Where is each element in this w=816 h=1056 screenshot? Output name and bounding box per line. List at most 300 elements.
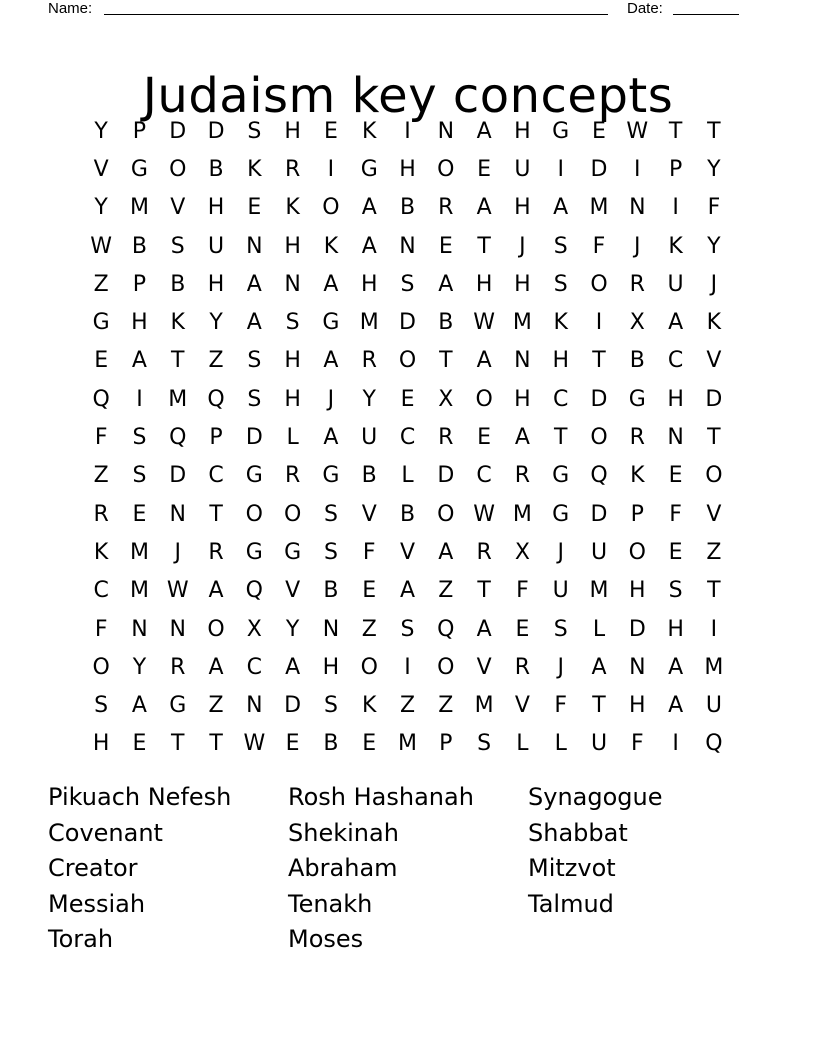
grid-letter: T bbox=[209, 501, 223, 527]
grid-letter: D bbox=[245, 425, 263, 451]
grid-letter: S bbox=[132, 463, 147, 489]
grid-letter: N bbox=[246, 693, 263, 719]
grid-letter: Q bbox=[207, 386, 225, 412]
grid-letter: F bbox=[94, 616, 108, 642]
grid-letter: L bbox=[401, 463, 414, 489]
grid-letter: V bbox=[476, 654, 492, 680]
grid-letter: G bbox=[552, 463, 570, 489]
grid-letter: A bbox=[131, 348, 147, 374]
grid-letter: O bbox=[398, 348, 417, 374]
grid-letter: Q bbox=[92, 386, 110, 412]
grid-letter: L bbox=[516, 731, 529, 757]
grid-letter: D bbox=[437, 463, 455, 489]
grid-letter: E bbox=[285, 731, 300, 757]
grid-letter: T bbox=[477, 578, 491, 604]
grid-letter: T bbox=[592, 348, 606, 374]
word-list-item: Shekinah bbox=[288, 818, 399, 847]
grid-letter: I bbox=[404, 118, 411, 144]
grid-letter: H bbox=[92, 731, 110, 757]
grid-letter: S bbox=[323, 501, 338, 527]
word-list-item: Creator bbox=[48, 854, 138, 883]
word-list-item: Rosh Hashanah bbox=[288, 783, 474, 811]
grid-letter: U bbox=[207, 233, 225, 259]
grid-letter: E bbox=[362, 731, 377, 757]
grid-letter: W bbox=[166, 578, 189, 604]
grid-letter: Z bbox=[361, 616, 377, 642]
grid-letter: G bbox=[360, 156, 378, 182]
grid-letter: M bbox=[474, 693, 494, 719]
date-label: Date: bbox=[627, 0, 663, 17]
grid-letter: H bbox=[399, 156, 416, 182]
grid-letter: I bbox=[672, 195, 679, 221]
grid-letter: Q bbox=[590, 463, 608, 489]
grid-letter: O bbox=[322, 195, 340, 221]
grid-letter: O bbox=[590, 425, 608, 451]
grid-letter: C bbox=[399, 425, 416, 451]
grid-letter: A bbox=[399, 578, 416, 604]
grid-letter: D bbox=[628, 616, 646, 642]
grid-letter: O bbox=[705, 463, 723, 489]
grid-letter: T bbox=[477, 233, 491, 259]
grid-letter: O bbox=[628, 539, 646, 565]
grid-letter: D bbox=[590, 501, 608, 527]
grid-letter: E bbox=[477, 425, 492, 451]
word-list-item: Synagogue bbox=[528, 783, 663, 811]
grid-letter: E bbox=[400, 386, 415, 412]
grid-letter: G bbox=[628, 386, 646, 412]
grid-letter: W bbox=[90, 233, 113, 259]
grid-letter: J bbox=[174, 539, 181, 565]
grid-letter: M bbox=[398, 731, 418, 757]
grid-letter: P bbox=[439, 731, 453, 757]
grid-letter: Y bbox=[285, 616, 300, 642]
grid-letter: F bbox=[516, 578, 529, 604]
grid-letter: H bbox=[514, 118, 531, 144]
grid-letter: Y bbox=[209, 310, 223, 336]
grid-letter: O bbox=[92, 654, 110, 680]
grid-letter: K bbox=[170, 310, 185, 336]
grid-letter: H bbox=[514, 271, 531, 297]
grid-letter: O bbox=[245, 501, 263, 527]
grid-letter: N bbox=[169, 616, 186, 642]
grid-letter: Q bbox=[245, 578, 263, 604]
grid-letter: C bbox=[93, 578, 109, 604]
grid-letter: R bbox=[208, 539, 224, 565]
word-list bbox=[48, 780, 768, 958]
grid-letter: P bbox=[132, 118, 147, 144]
grid-letter: A bbox=[438, 271, 454, 297]
grid-letter: K bbox=[362, 693, 377, 719]
name-blank-line bbox=[104, 0, 608, 15]
grid-letter: A bbox=[476, 616, 492, 642]
grid-letter: A bbox=[323, 348, 339, 374]
grid-letter: O bbox=[590, 271, 608, 297]
grid-letter: H bbox=[360, 271, 378, 297]
grid-letter: Z bbox=[438, 693, 454, 719]
grid-letter: O bbox=[360, 654, 378, 680]
grid-letter: R bbox=[361, 348, 377, 374]
grid-letter: N bbox=[169, 501, 186, 527]
grid-letter: H bbox=[629, 578, 646, 604]
grid-letter: A bbox=[246, 310, 262, 336]
grid-letter: E bbox=[438, 233, 453, 259]
grid-letter: A bbox=[591, 654, 607, 680]
grid-letter: V bbox=[93, 156, 109, 182]
grid-letter: S bbox=[247, 348, 262, 374]
grid-letter: I bbox=[672, 731, 679, 757]
grid-letter: I bbox=[710, 616, 718, 642]
grid-letter: T bbox=[668, 118, 683, 144]
grid-letter: N bbox=[322, 616, 340, 642]
grid-letter: B bbox=[361, 463, 377, 489]
word-list-item: Talmud bbox=[528, 889, 614, 918]
grid-letter: A bbox=[668, 310, 684, 336]
grid-letter: A bbox=[361, 233, 377, 259]
grid-letter: N bbox=[629, 195, 646, 221]
grid-letter: E bbox=[132, 501, 147, 527]
grid-letter: E bbox=[132, 731, 147, 757]
grid-letter: G bbox=[284, 539, 302, 565]
grid-letter: U bbox=[361, 425, 378, 451]
grid-letter: C bbox=[208, 463, 224, 489]
grid-letter: J bbox=[557, 654, 564, 680]
grid-letter: M bbox=[704, 654, 724, 680]
grid-letter: L bbox=[592, 616, 606, 642]
grid-letter: H bbox=[322, 654, 340, 680]
grid-letter: F bbox=[554, 693, 568, 719]
grid-letter: W bbox=[473, 310, 495, 336]
grid-letter: S bbox=[323, 693, 338, 719]
grid-letter: S bbox=[477, 731, 492, 757]
grid-letter: J bbox=[519, 233, 526, 259]
grid-letter: A bbox=[361, 195, 377, 221]
grid-letter: V bbox=[399, 539, 416, 565]
grid-letter: D bbox=[705, 386, 723, 412]
grid-letter: H bbox=[514, 386, 531, 412]
grid-letter: T bbox=[707, 118, 721, 144]
grid-letter: D bbox=[169, 463, 187, 489]
word-list-item: Messiah bbox=[48, 889, 146, 918]
grid-letter: H bbox=[667, 616, 684, 642]
word-list-item: Moses bbox=[288, 925, 364, 954]
grid-letter: S bbox=[553, 616, 568, 642]
word-list-item: Mitzvot bbox=[528, 854, 616, 883]
grid-letter: I bbox=[136, 386, 143, 412]
grid-letter: R bbox=[629, 271, 645, 297]
grid-letter: P bbox=[209, 425, 223, 451]
grid-letter: E bbox=[362, 578, 377, 604]
grid-letter: D bbox=[284, 693, 302, 719]
grid-letter: V bbox=[514, 693, 530, 719]
grid-letter: M bbox=[512, 501, 532, 527]
grid-letter: S bbox=[132, 425, 147, 451]
grid-letter: R bbox=[514, 654, 531, 680]
grid-letter: S bbox=[553, 233, 568, 259]
grid-letter: Z bbox=[93, 271, 109, 297]
grid-letter: N bbox=[246, 233, 263, 259]
grid-letter: K bbox=[323, 233, 339, 259]
grid-letter: O bbox=[169, 156, 187, 182]
grid-letter: Z bbox=[208, 348, 224, 374]
grid-letter: V bbox=[706, 501, 722, 527]
grid-letter: O bbox=[437, 654, 455, 680]
grid-letter: T bbox=[439, 348, 453, 374]
grid-letter: U bbox=[552, 578, 569, 604]
grid-letter: J bbox=[327, 386, 335, 412]
grid-letter: K bbox=[93, 539, 109, 565]
grid-letter: K bbox=[362, 118, 377, 144]
grid-letter: F bbox=[362, 539, 376, 565]
grid-letter: X bbox=[629, 310, 645, 336]
grid-letter: S bbox=[247, 386, 262, 412]
grid-letter: U bbox=[590, 731, 608, 757]
grid-letter: U bbox=[667, 271, 684, 297]
grid-letter: Z bbox=[706, 539, 722, 565]
grid-letter: V bbox=[170, 195, 186, 221]
grid-letter: B bbox=[323, 731, 339, 757]
grid-letter: W bbox=[243, 731, 266, 757]
word-list-item: Torah bbox=[48, 925, 114, 954]
grid-letter: M bbox=[589, 195, 609, 221]
grid-letter: O bbox=[437, 501, 455, 527]
grid-letter: A bbox=[668, 654, 684, 680]
letter-grid bbox=[82, 112, 733, 763]
grid-letter: K bbox=[553, 310, 568, 336]
grid-letter: T bbox=[707, 425, 721, 451]
grid-letter: A bbox=[131, 693, 147, 719]
grid-letter: G bbox=[245, 463, 263, 489]
grid-letter: Y bbox=[132, 654, 147, 680]
grid-letter: E bbox=[592, 118, 606, 144]
grid-letter: D bbox=[590, 156, 608, 182]
grid-letter: B bbox=[438, 310, 454, 336]
grid-letter: N bbox=[284, 271, 301, 297]
grid-letter: E bbox=[94, 348, 109, 374]
grid-letter: O bbox=[437, 156, 455, 182]
grid-letter: B bbox=[399, 195, 416, 221]
grid-letter: F bbox=[630, 731, 644, 757]
grid-letter: G bbox=[552, 118, 570, 144]
word-list-item: Tenakh bbox=[288, 889, 373, 918]
grid-letter: D bbox=[207, 118, 225, 144]
grid-letter: U bbox=[514, 156, 531, 182]
grid-letter: H bbox=[284, 233, 301, 259]
grid-letter: C bbox=[476, 463, 492, 489]
grid-letter: R bbox=[170, 654, 186, 680]
word-list-item: Covenant bbox=[48, 818, 163, 847]
grid-letter: G bbox=[322, 463, 340, 489]
grid-letter: H bbox=[284, 386, 301, 412]
grid-letter: R bbox=[284, 156, 301, 182]
grid-letter: E bbox=[323, 118, 338, 144]
grid-letter: A bbox=[285, 654, 301, 680]
grid-letter: Y bbox=[707, 156, 721, 182]
grid-letter: E bbox=[668, 463, 683, 489]
grid-letter: R bbox=[514, 463, 531, 489]
grid-letter: R bbox=[476, 539, 492, 565]
grid-letter: B bbox=[131, 233, 147, 259]
grid-letter: L bbox=[554, 731, 567, 757]
grid-letter: W bbox=[473, 501, 495, 527]
grid-letter: Y bbox=[94, 118, 108, 144]
grid-letter: E bbox=[247, 195, 262, 221]
name-label: Name: bbox=[48, 0, 93, 17]
grid-letter: Q bbox=[437, 616, 455, 642]
grid-letter: F bbox=[669, 501, 682, 527]
grid-letter: N bbox=[131, 616, 148, 642]
grid-letter: A bbox=[476, 195, 492, 221]
grid-letter: R bbox=[93, 501, 109, 527]
grid-letter: A bbox=[246, 271, 262, 297]
grid-letter: A bbox=[323, 271, 339, 297]
grid-letter: J bbox=[634, 233, 641, 259]
grid-letter: C bbox=[246, 654, 263, 680]
grid-letter: E bbox=[477, 156, 492, 182]
grid-letter: X bbox=[514, 539, 530, 565]
grid-letter: H bbox=[131, 310, 148, 336]
grid-letter: T bbox=[553, 425, 568, 451]
grid-letter: H bbox=[629, 693, 646, 719]
grid-letter: B bbox=[629, 348, 645, 374]
grid-letter: P bbox=[132, 271, 147, 297]
grid-letter: M bbox=[129, 539, 149, 565]
grid-letter: S bbox=[553, 271, 568, 297]
grid-letter: V bbox=[285, 578, 301, 604]
grid-letter: H bbox=[475, 271, 493, 297]
grid-letter: H bbox=[284, 348, 301, 374]
grid-letter: G bbox=[322, 310, 340, 336]
grid-letter: C bbox=[553, 386, 569, 412]
grid-letter: N bbox=[514, 348, 531, 374]
grid-letter: I bbox=[327, 156, 335, 182]
grid-letter: C bbox=[667, 348, 684, 374]
grid-letter: A bbox=[323, 425, 339, 451]
grid-letter: S bbox=[323, 539, 338, 565]
grid-letter: E bbox=[668, 539, 683, 565]
grid-letter: S bbox=[247, 118, 262, 144]
grid-letter: M bbox=[129, 195, 149, 221]
grid-letter: A bbox=[438, 539, 454, 565]
word-list-item: Pikuach Nefesh bbox=[48, 783, 232, 811]
grid-letter: G bbox=[169, 693, 187, 719]
grid-letter: R bbox=[438, 425, 454, 451]
grid-letter: B bbox=[399, 501, 416, 527]
grid-letter: Q bbox=[705, 731, 723, 757]
grid-letter: S bbox=[668, 578, 683, 604]
grid-letter: Q bbox=[169, 425, 187, 451]
grid-letter: D bbox=[399, 310, 416, 336]
grid-letter: B bbox=[323, 578, 339, 604]
grid-letter: M bbox=[512, 310, 532, 336]
grid-letter: A bbox=[476, 118, 492, 144]
grid-letter: T bbox=[171, 731, 185, 757]
grid-letter: A bbox=[208, 578, 224, 604]
grid-letter: J bbox=[557, 539, 564, 565]
grid-letter: E bbox=[515, 616, 530, 642]
grid-letter: M bbox=[129, 578, 149, 604]
grid-letter: I bbox=[557, 156, 564, 182]
grid-letter: K bbox=[630, 463, 645, 489]
grid-letter: K bbox=[668, 233, 683, 259]
grid-letter: P bbox=[668, 156, 683, 182]
grid-letter: G bbox=[552, 501, 570, 527]
grid-letter: V bbox=[706, 348, 722, 374]
grid-letter: R bbox=[284, 463, 301, 489]
grid-letter: W bbox=[626, 118, 649, 144]
grid-letter: K bbox=[706, 310, 722, 336]
grid-letter: S bbox=[285, 310, 300, 336]
grid-letter: X bbox=[438, 386, 454, 412]
grid-letter: Y bbox=[707, 233, 721, 259]
grid-letter: M bbox=[168, 386, 188, 412]
grid-letter: N bbox=[399, 233, 416, 259]
grid-letter: O bbox=[207, 616, 225, 642]
grid-letter: H bbox=[284, 118, 301, 144]
grid-letter: D bbox=[590, 386, 608, 412]
worksheet-header bbox=[48, 0, 748, 20]
grid-letter: Z bbox=[93, 463, 109, 489]
grid-letter: N bbox=[667, 425, 684, 451]
grid-letter: R bbox=[629, 425, 645, 451]
grid-letter: F bbox=[707, 195, 721, 221]
grid-letter: L bbox=[286, 425, 299, 451]
page-title: Judaism key concepts bbox=[142, 68, 674, 125]
grid-letter: Z bbox=[208, 693, 224, 719]
grid-letter: I bbox=[404, 654, 411, 680]
grid-letter: G bbox=[92, 310, 110, 336]
grid-letter: X bbox=[246, 616, 262, 642]
grid-letter: P bbox=[630, 501, 644, 527]
grid-letter: I bbox=[634, 156, 641, 182]
grid-letter: Y bbox=[362, 386, 376, 412]
grid-letter: T bbox=[209, 731, 223, 757]
grid-letter: H bbox=[552, 348, 569, 374]
grid-letter: H bbox=[207, 195, 225, 221]
grid-letter: S bbox=[94, 693, 109, 719]
grid-letter: M bbox=[359, 310, 379, 336]
grid-letter: S bbox=[400, 271, 415, 297]
word-list-item: Shabbat bbox=[528, 818, 628, 847]
grid-letter: G bbox=[245, 539, 263, 565]
grid-letter: N bbox=[437, 118, 455, 144]
grid-letter: F bbox=[592, 233, 606, 259]
grid-letter: V bbox=[361, 501, 377, 527]
grid-letter: B bbox=[170, 271, 186, 297]
grid-letter: B bbox=[208, 156, 224, 182]
grid-letter: S bbox=[400, 616, 415, 642]
grid-letter: A bbox=[208, 654, 224, 680]
grid-letter: I bbox=[595, 310, 603, 336]
grid-letter: H bbox=[667, 386, 684, 412]
grid-letter: A bbox=[668, 693, 684, 719]
grid-letter: M bbox=[589, 578, 609, 604]
grid-letter: H bbox=[514, 195, 531, 221]
grid-letter: O bbox=[475, 386, 493, 412]
grid-letter: S bbox=[170, 233, 185, 259]
grid-letter: Z bbox=[399, 693, 416, 719]
grid-letter: K bbox=[247, 156, 262, 182]
grid-letter: A bbox=[476, 348, 492, 374]
grid-letter: T bbox=[171, 348, 185, 374]
grid-letter: N bbox=[629, 654, 646, 680]
grid-letter: O bbox=[283, 501, 302, 527]
grid-letter: F bbox=[94, 425, 108, 451]
grid-letter: H bbox=[207, 271, 225, 297]
date-blank-line bbox=[673, 0, 739, 15]
grid-letter: Y bbox=[94, 195, 108, 221]
grid-letter: D bbox=[169, 118, 187, 144]
grid-letter: U bbox=[705, 693, 722, 719]
